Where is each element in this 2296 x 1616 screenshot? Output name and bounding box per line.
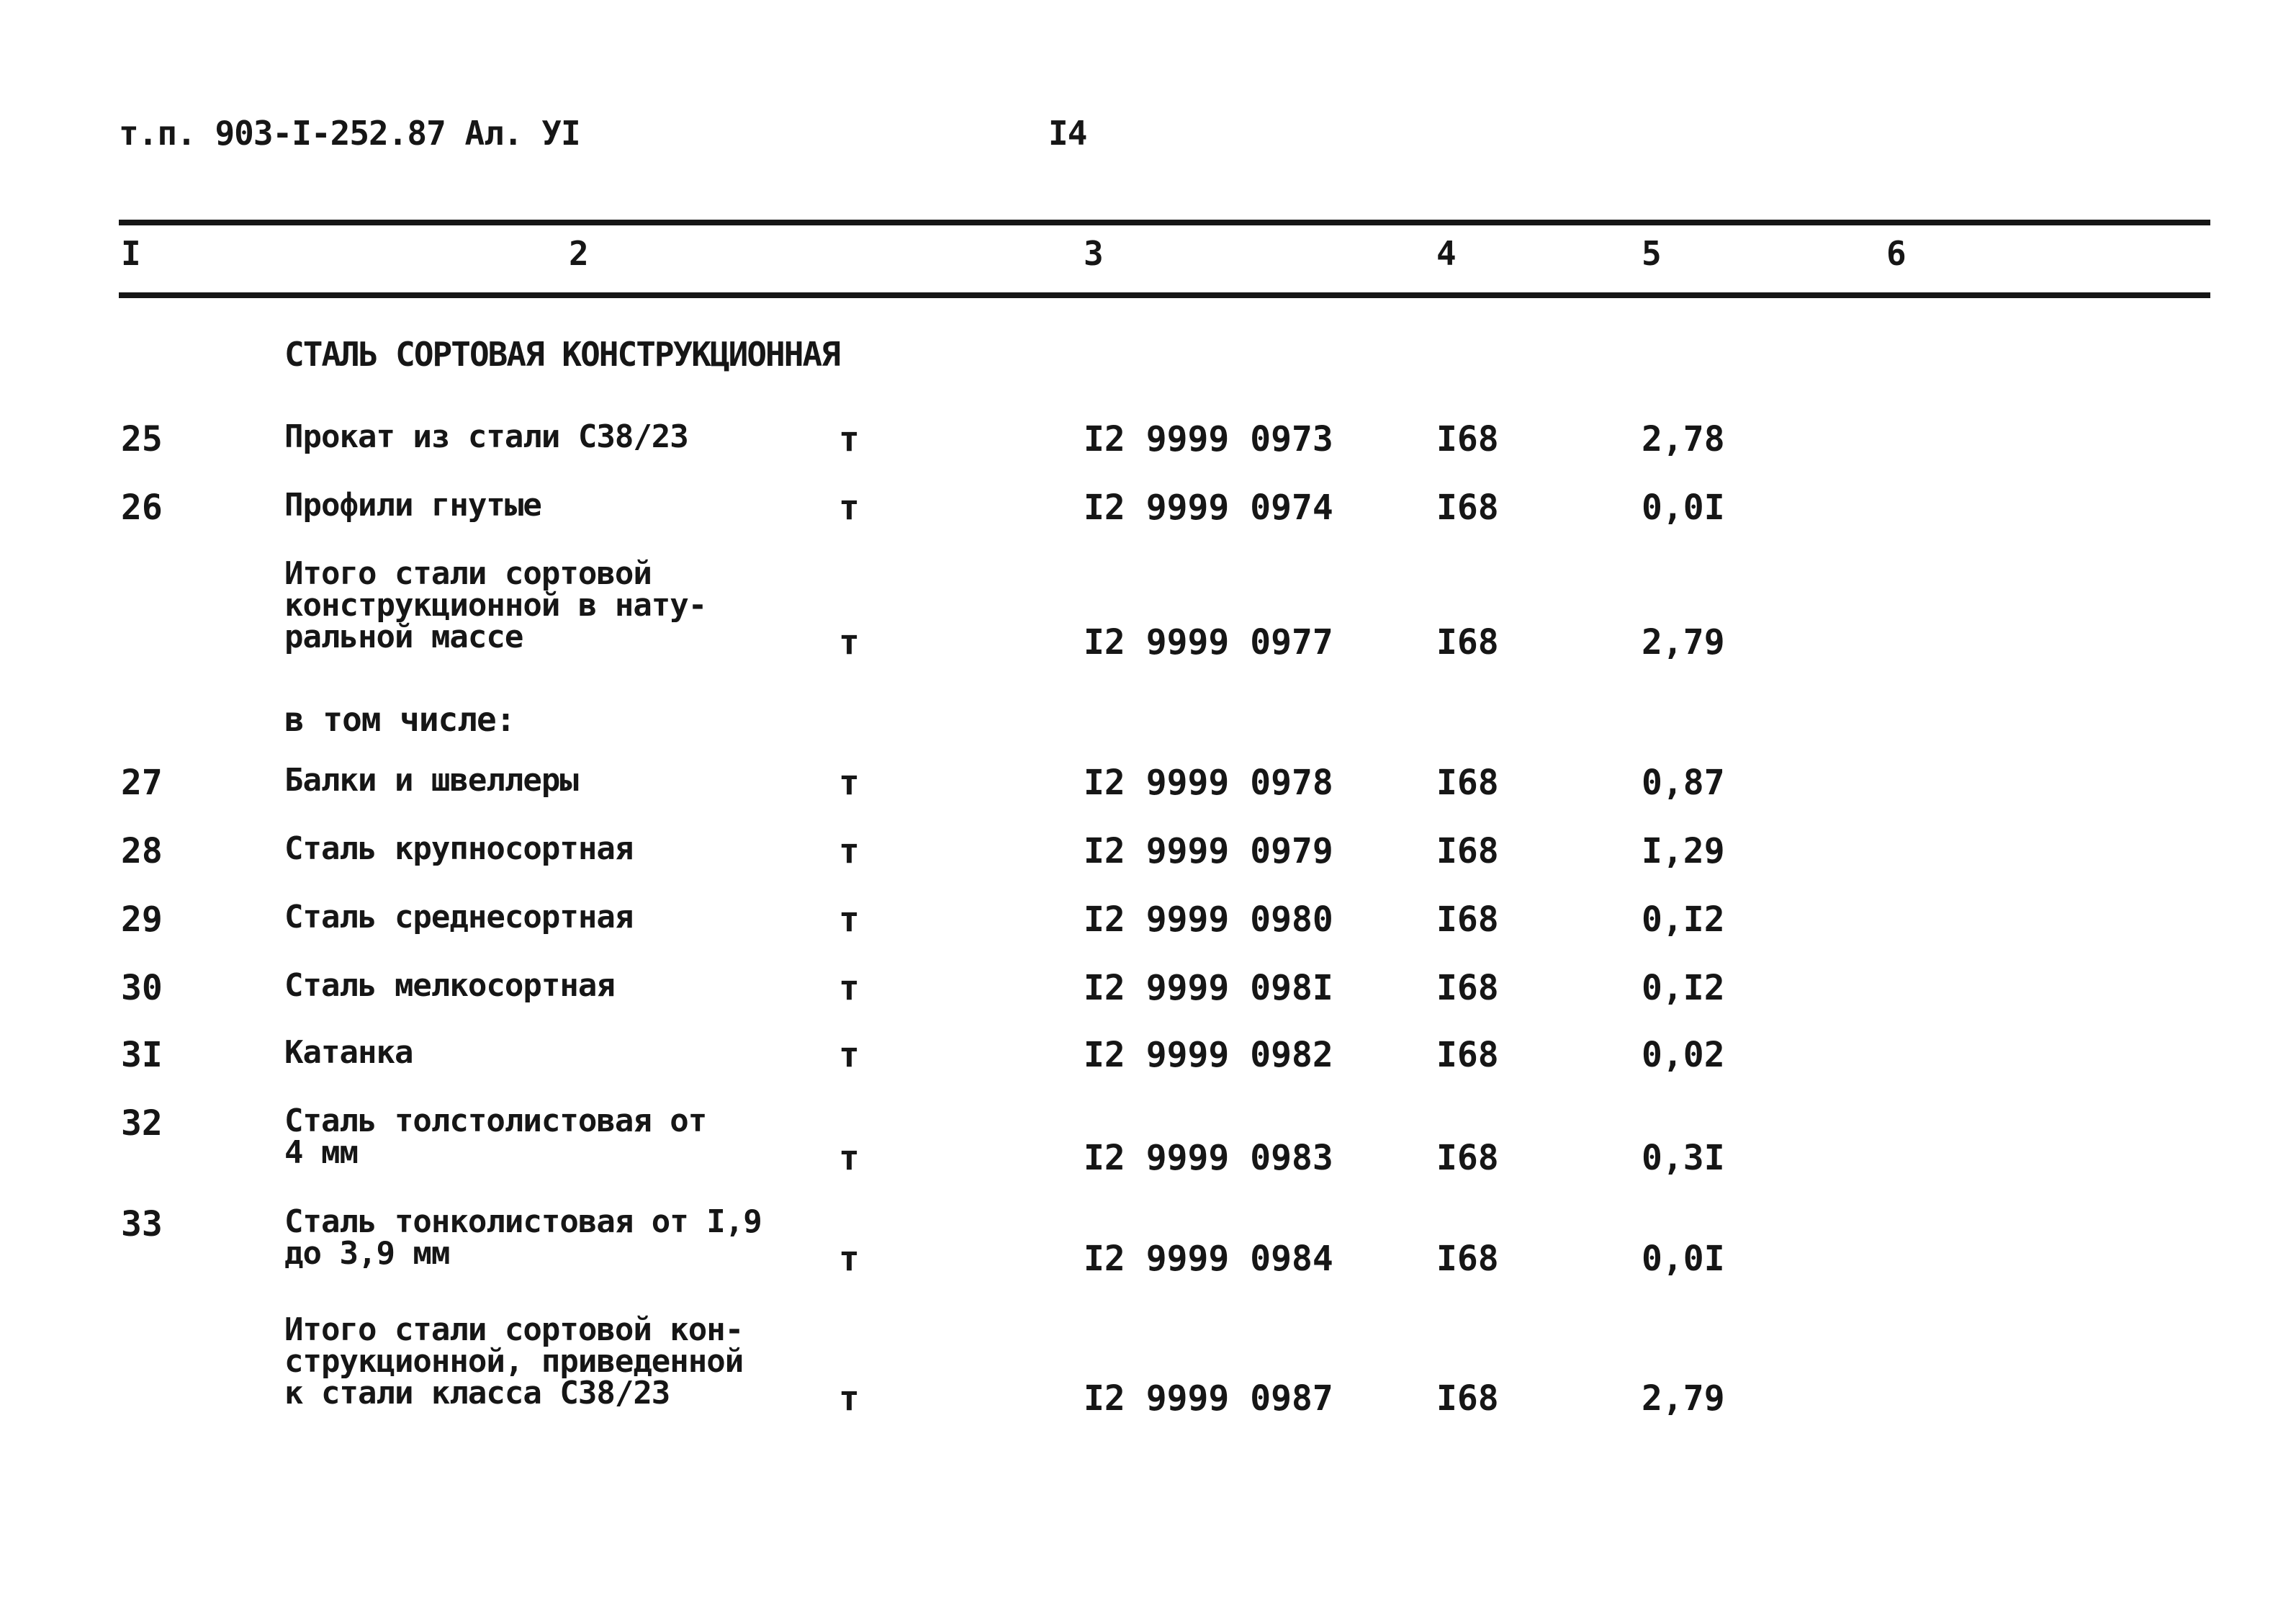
column-number: 4 [1436,234,1457,273]
section-title: СТАЛЬ СОРТОВАЯ КОНСТРУКЦИОННАЯ [284,335,839,374]
row-quantity: I68 [1436,763,1499,803]
row-unit: т [839,831,860,871]
row-code: I2 9999 098I [1084,968,1333,1008]
row-number: 3I [121,1035,163,1075]
row-name: Сталь мелкосортная [284,967,615,1004]
row-name: Прокат из стали С38/23 [284,418,688,455]
row-name: Катанка [284,1034,413,1071]
row-value: 0,87 [1642,763,1725,803]
subheading: в том числе: [284,700,516,739]
row-unit: т [839,1138,860,1178]
row-unit: т [839,968,860,1008]
row-value: I,29 [1642,831,1725,871]
column-number: 3 [1084,234,1104,273]
row-number: 32 [121,1103,163,1144]
row-number: 30 [121,968,163,1008]
row-number: 29 [121,899,163,940]
row-code: I2 9999 0978 [1084,763,1333,803]
row-code: I2 9999 0977 [1084,622,1333,663]
row-number: 33 [121,1204,163,1244]
row-code: I2 9999 0980 [1084,899,1333,940]
row-name: Профили гнутые [284,487,541,524]
row-name: Итого стали сортовой кон- струкционной, приведенной к стали класса С38/23 [284,1311,744,1411]
document-reference: т.п. 903-I-252.87 Ал. УI [119,114,580,153]
row-value: 2,79 [1642,1378,1725,1419]
column-number: 6 [1886,234,1906,273]
row-unit: т [839,1035,860,1075]
row-code: I2 9999 0983 [1084,1138,1333,1178]
row-name: Итого стали сортовой конструкционной в нату- ральной массе [284,555,707,655]
row-unit: т [839,763,860,803]
row-number: 28 [121,831,163,871]
row-value: 0,0I [1642,488,1725,528]
row-name: Сталь среднесортная [284,899,634,935]
row-value: 0,I2 [1642,968,1725,1008]
row-value: 0,3I [1642,1138,1725,1178]
row-quantity: I68 [1436,1138,1499,1178]
row-quantity: I68 [1436,419,1499,459]
row-value: 0,02 [1642,1035,1725,1075]
row-value: 0,0I [1642,1239,1725,1279]
row-quantity: I68 [1436,1378,1499,1419]
row-name: Балки и швеллеры [284,762,578,799]
row-code: I2 9999 0984 [1084,1239,1333,1279]
row-value: 0,I2 [1642,899,1725,940]
row-quantity: I68 [1436,488,1499,528]
row-quantity: I68 [1436,1239,1499,1279]
row-number: 27 [121,763,163,803]
row-code: I2 9999 0974 [1084,488,1333,528]
column-number: 5 [1642,234,1662,273]
row-unit: т [839,419,860,459]
row-code: I2 9999 0987 [1084,1378,1333,1419]
row-unit: т [839,622,860,663]
row-quantity: I68 [1436,622,1499,663]
row-quantity: I68 [1436,968,1499,1008]
row-unit: т [839,899,860,940]
row-code: I2 9999 0982 [1084,1035,1333,1075]
row-quantity: I68 [1436,1035,1499,1075]
row-value: 2,79 [1642,622,1725,663]
row-unit: т [839,488,860,528]
row-unit: т [839,1239,860,1279]
row-unit: т [839,1378,860,1419]
row-quantity: I68 [1436,899,1499,940]
row-code: I2 9999 0973 [1084,419,1333,459]
row-code: I2 9999 0979 [1084,831,1333,871]
row-name: Сталь крупносортная [284,830,634,867]
page-number: I4 [1048,114,1087,153]
row-number: 26 [121,488,163,528]
row-quantity: I68 [1436,831,1499,871]
row-name: Сталь толстолистовая от 4 мм [284,1103,707,1171]
row-number: 25 [121,419,163,459]
row-name: Сталь тонколистовая от I,9 до 3,9 мм [284,1203,762,1272]
row-value: 2,78 [1642,419,1725,459]
column-number: I [121,234,141,273]
column-number: 2 [569,234,589,273]
